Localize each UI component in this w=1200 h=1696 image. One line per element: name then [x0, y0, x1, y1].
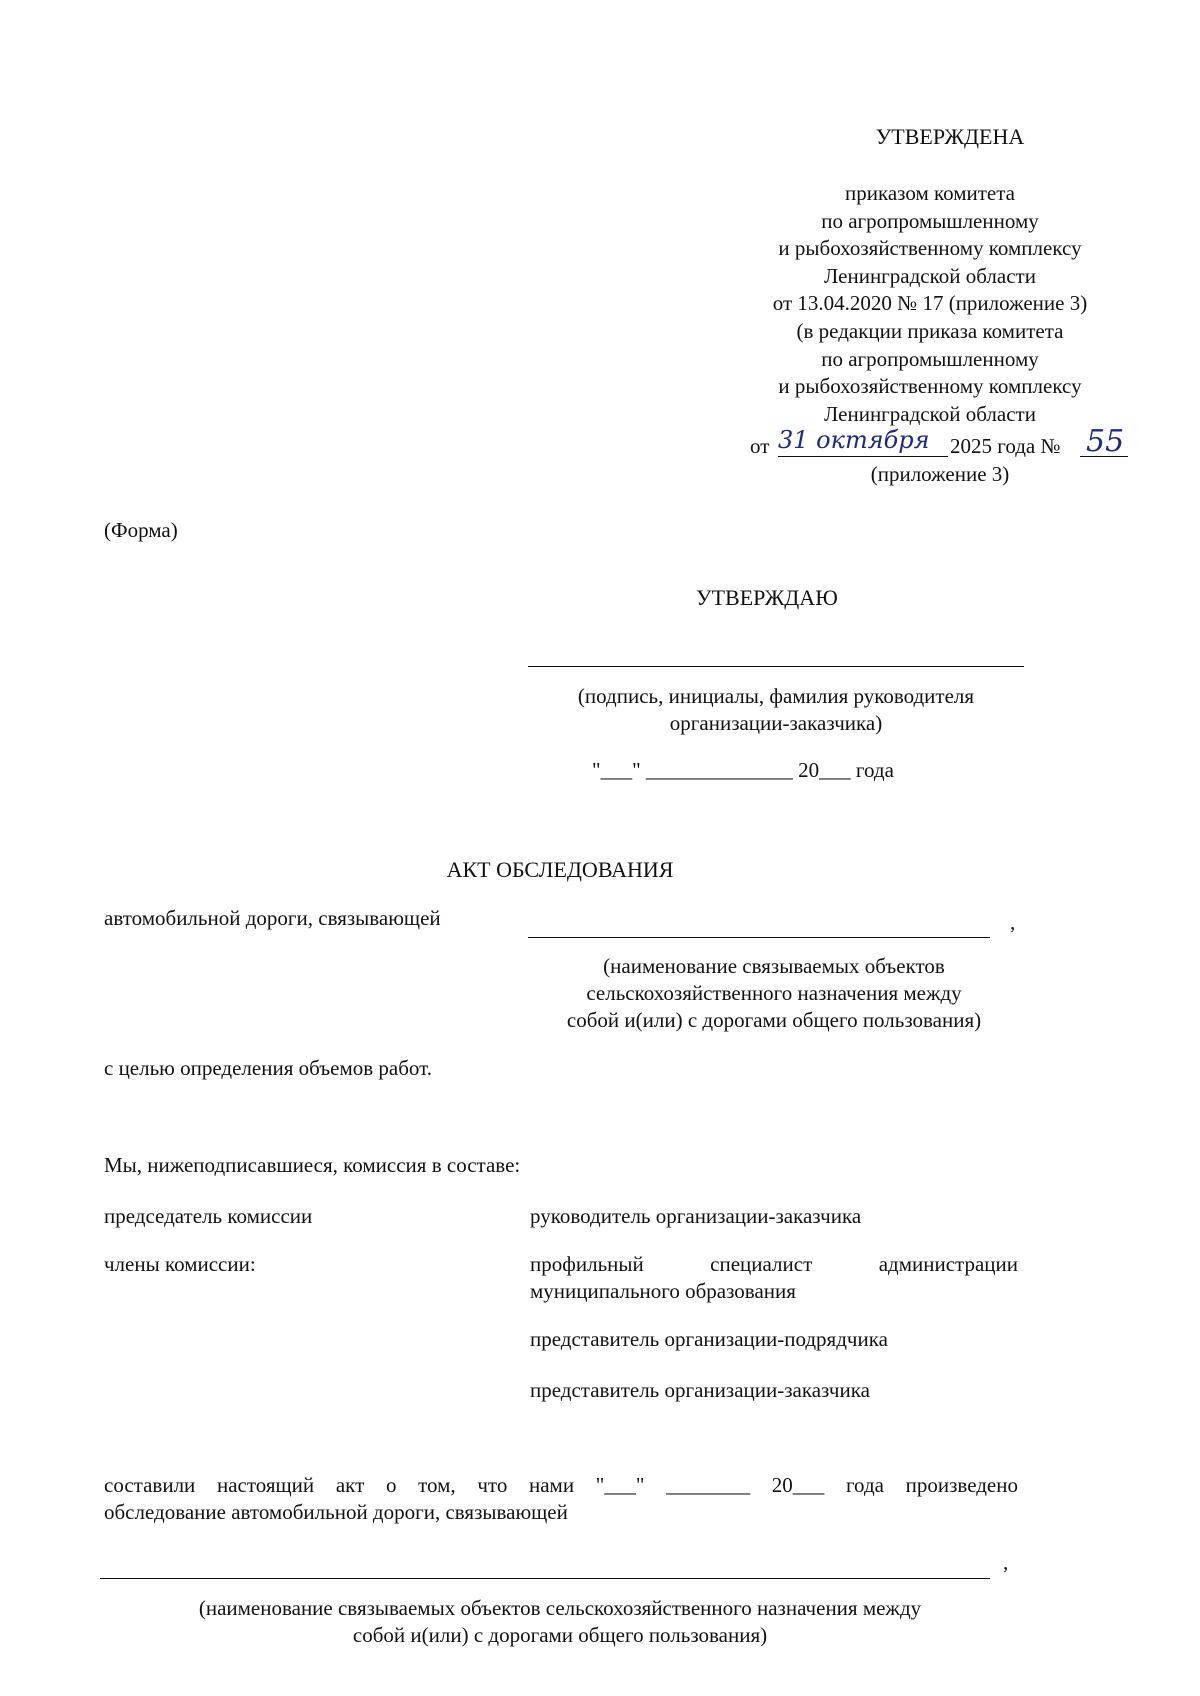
number-underline	[1080, 456, 1128, 457]
statement-comma: ,	[1003, 1550, 1009, 1574]
road-caption-line: сельскохозяйственного назначения между	[586, 981, 962, 1005]
approval-line: Ленинградской области	[824, 401, 1036, 426]
road-comma: ,	[1010, 910, 1016, 934]
approval-line: по агропромышленному	[821, 346, 1039, 371]
signature-caption-line: организации-заказчика)	[669, 711, 883, 735]
commission-intro: Мы, нижеподписавшиеся, комиссия в составе:	[104, 1153, 521, 1177]
statement-caption-line: (наименование связываемых объектов сельскохозяйственного назначения между	[198, 1596, 922, 1620]
signature-caption	[528, 684, 1024, 736]
approval-line: и рыбохозяйственному комплексу	[778, 236, 1082, 261]
approval-lines	[730, 180, 1130, 428]
statement-caption-line: собой и(или) с дорогами общего пользования)	[352, 1623, 768, 1647]
chair-label: председатель комиссии	[104, 1204, 313, 1228]
date-underline	[778, 456, 948, 457]
road-blank-line	[528, 937, 990, 938]
approve-title: УТВЕРЖДАЮ	[696, 585, 838, 610]
approve-date-line: "___" ______________ 20___ года	[592, 758, 894, 782]
approval-line: Ленинградской области	[824, 263, 1036, 288]
member-1-line-1: профильный специалист администрации	[530, 1252, 1018, 1276]
handwritten-number: 55	[1086, 424, 1125, 459]
road-label: автомобильной дороги, связывающей	[104, 906, 441, 930]
act-title: АКТ ОБСЛЕДОВАНИЯ	[446, 857, 674, 882]
date-suffix: 2025 года №	[950, 434, 1061, 458]
statement-line-1: составили настоящий акт о том, что нами "___" ________ 20___ года произведено	[104, 1473, 1018, 1497]
approval-line: от 13.04.2020 № 17 (приложение 3)	[772, 291, 1088, 316]
member-3: представитель организации-заказчика	[530, 1378, 870, 1402]
handwritten-date: 31 октября	[778, 426, 930, 454]
form-label: (Форма)	[104, 518, 178, 542]
statement-line-2: обследование автомобильной дороги, связывающей	[104, 1500, 568, 1524]
signature-caption-line: (подпись, инициалы, фамилия руководителя	[577, 684, 975, 708]
approval-date-line	[750, 424, 1130, 464]
road-caption	[526, 953, 1022, 1034]
approval-line: (в редакции приказа комитета	[796, 318, 1064, 343]
chair-value: руководитель организации-заказчика	[530, 1204, 862, 1228]
members-label: члены комиссии:	[104, 1252, 256, 1276]
member-2: представитель организации-подрядчика	[530, 1327, 888, 1351]
statement-blank-line	[100, 1578, 990, 1579]
approval-line: и рыбохозяйственному комплексу	[778, 374, 1082, 399]
date-prefix: от	[750, 434, 770, 458]
approval-line: по агропромышленному	[821, 208, 1039, 233]
approval-line: приказом комитета	[844, 181, 1015, 205]
purpose-text: с целью определения объемов работ.	[104, 1056, 432, 1080]
road-caption-line: (наименование связываемых объектов	[603, 954, 945, 978]
statement-caption	[100, 1595, 1020, 1649]
signature-line	[528, 666, 1024, 667]
road-caption-line: собой и(или) с дорогами общего пользования)	[566, 1008, 982, 1032]
approval-appendix: (приложение 3)	[870, 462, 1010, 486]
member-1-line-2: муниципального образования	[530, 1279, 796, 1303]
approval-title: УТВЕРЖДЕНА	[875, 124, 1025, 149]
